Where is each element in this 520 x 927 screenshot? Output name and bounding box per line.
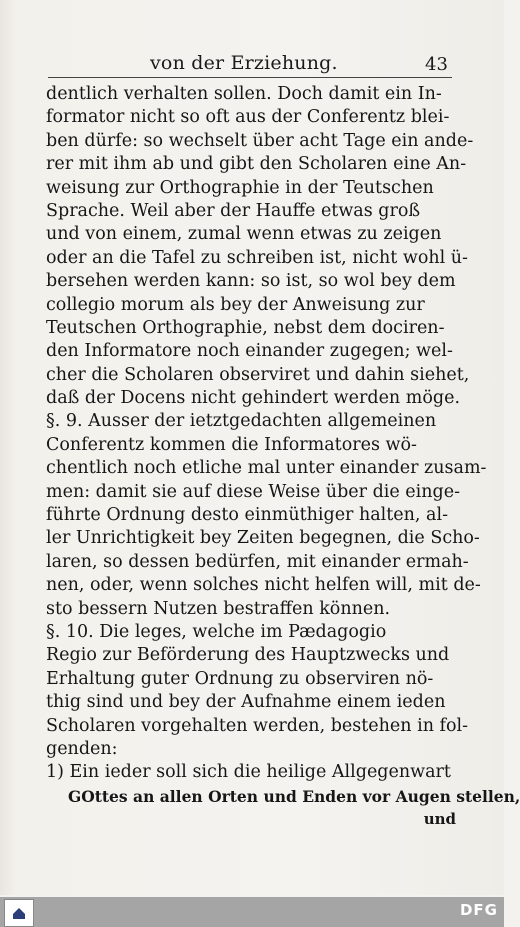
text-line: sto bessern Nutzen bestraffen können.	[46, 598, 391, 619]
text-line: men: damit sie auf diese Weise über die einge-	[46, 481, 460, 502]
text-line: Scholaren vorgehalten werden, bestehen in fol-	[46, 715, 469, 736]
text-line: daß der Docens nicht gehindert werden möge.	[46, 388, 461, 409]
text-line: thig sind und bey der Aufnahme einem ieden	[46, 692, 446, 713]
text-line: und von einem, zumal wenn etwas zu zeigen	[46, 224, 442, 245]
text-line: nen, oder, wenn solches nicht helfen will, mit de-	[46, 575, 481, 596]
text-line: oder an die Tafel zu schreiben ist, nicht wohl ü-	[46, 247, 468, 268]
text-line: dentlich verhalten sollen. Doch damit ein In-	[46, 84, 442, 104]
dfg-logo[interactable]: DFG	[459, 901, 498, 919]
text-line: ler Unrichtigkeit bey Zeiten begegnen, die Scho-	[46, 528, 480, 549]
catchword: und	[423, 810, 456, 829]
text-line: §. 9. Ausser der ietztgedachten allgemeinen	[46, 411, 437, 432]
text-line: cher die Scholaren observiret und dahin siehet,	[46, 364, 470, 385]
text-line: führte Ordnung desto einmüthiger halten, al-	[46, 505, 449, 526]
text-line: Teutschen Orthographie, nebst dem dociren-	[46, 317, 445, 338]
text-line: bersehen werden kann: so ist, so wol bey dem	[46, 271, 456, 292]
text-line: Sprache. Weil aber der Hauffe etwas groß	[46, 200, 421, 221]
text-line: weisung zur Orthographie in der Teutschen	[46, 177, 434, 198]
text-line: Erhaltung guter Ordnung zu observiren nö-	[46, 668, 434, 689]
text-line: collegio morum als bey der Anweisung zur	[46, 294, 425, 315]
body-text	[46, 83, 520, 832]
header-rule	[48, 77, 452, 78]
text-line: Regio zur Beförderung des Hauptzwecks und	[46, 645, 450, 666]
text-line: Conferentz kommen die Informatores wö-	[46, 434, 417, 455]
text-line: den Informatore noch einander zugegen; wel-	[46, 341, 453, 362]
text-line: 1) Ein ieder soll sich die heilige Allgegenwart	[46, 762, 451, 783]
building-icon	[13, 914, 25, 919]
text-line: rer mit ihm ab und gibt den Scholaren eine An-	[46, 154, 467, 175]
viewer-footer-bar	[0, 897, 504, 927]
running-header: von der Erziehung.	[150, 52, 338, 74]
footer-text-line: GOttes an allen Orten und Enden vor Augen stellen,	[68, 786, 520, 806]
library-logo-icon[interactable]	[4, 899, 34, 927]
text-line: ben dürfe: so wechselt über acht Tage ein ande-	[46, 130, 474, 151]
text-line: chentlich noch etliche mal unter einander zusam-	[46, 458, 487, 479]
page-number: 43	[425, 54, 448, 75]
text-line: genden:	[46, 738, 118, 759]
text-line: §. 10. Die leges, welche im Pædagogio	[46, 621, 387, 642]
text-line: laren, so dessen bedürfen, mit einander ermah-	[46, 551, 469, 572]
text-line: formator nicht so oft aus der Conferentz blei-	[46, 107, 450, 128]
